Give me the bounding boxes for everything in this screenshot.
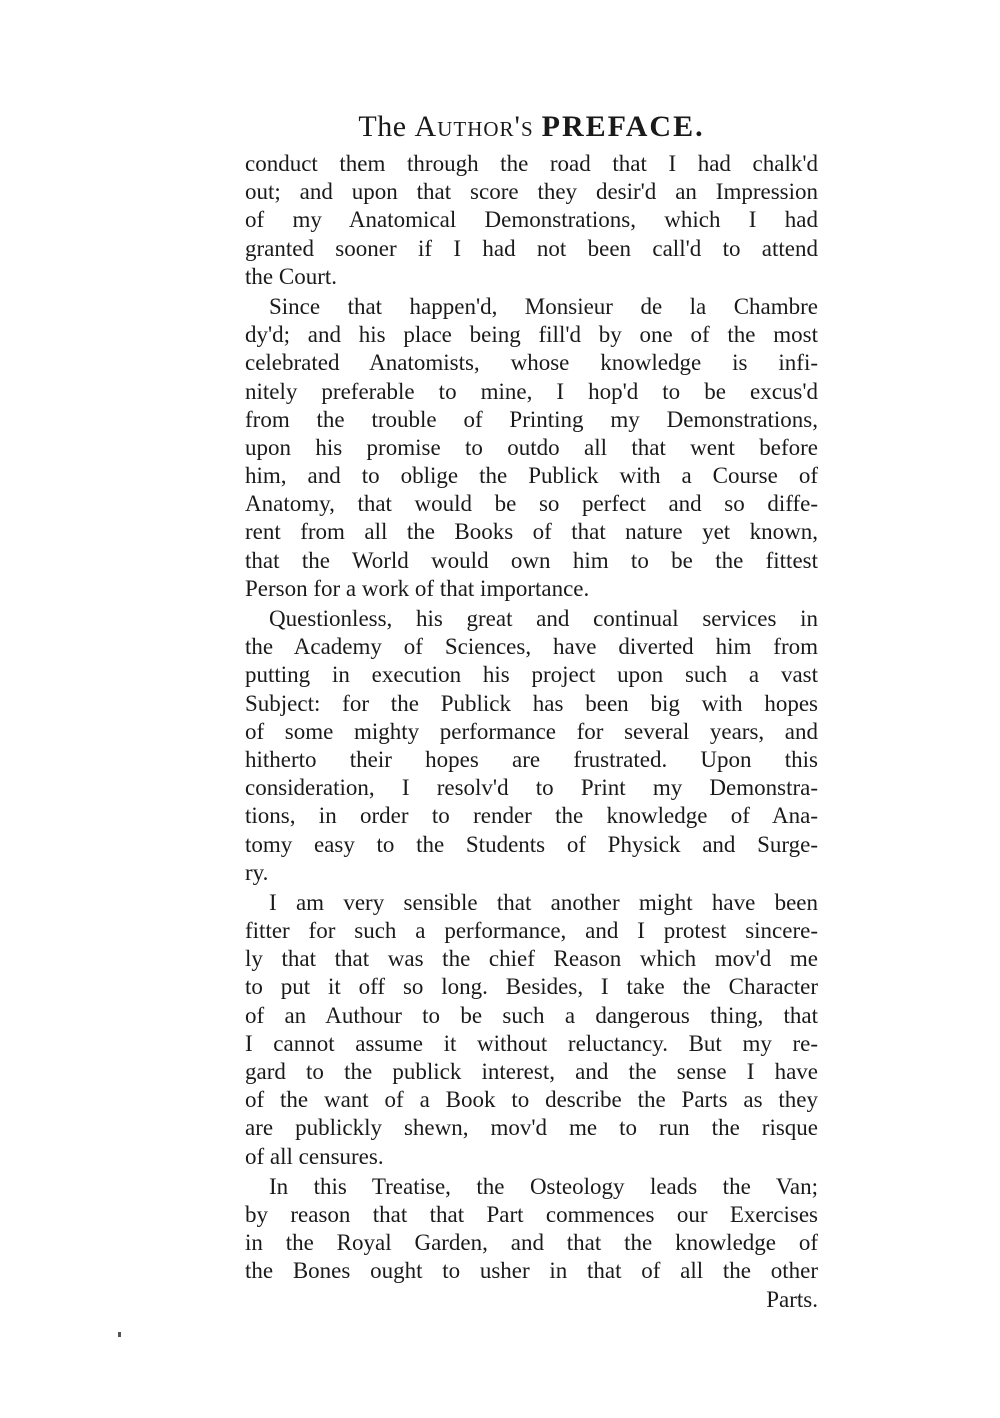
text-line: ly that that was the chief Reason which mov'd me xyxy=(245,946,818,972)
running-head xyxy=(245,108,818,146)
text-line: celebrated Anatomists, whose knowledge is infi- xyxy=(245,350,818,376)
paragraph-5 xyxy=(245,1173,818,1286)
text-line: dy'd; and his place being fill'd by one of the most xyxy=(245,322,818,348)
text-line: to put it off so long. Besides, I take the Character xyxy=(245,974,818,1000)
text-line: tomy easy to the Students of Physick and Surge- xyxy=(245,831,818,857)
catchword: Parts. xyxy=(766,1286,818,1312)
text-line: Since that happen'd, Monsieur de la Chambre xyxy=(269,293,818,319)
text-line: him, and to oblige the Publick with a Course of xyxy=(245,463,818,489)
text-line: of an Authour to be such a dangerous thing, that xyxy=(245,1002,818,1028)
text-line: Questionless, his great and continual services in xyxy=(269,606,818,631)
text-line: the Court. xyxy=(245,263,337,289)
text-line: that the World would own him to be the fittest xyxy=(245,547,818,573)
text-line: putting in execution his project upon such a vast xyxy=(245,662,818,688)
text-line: from the trouble of Printing my Demonstrations, xyxy=(245,406,818,432)
text-line: nitely preferable to mine, I hop'd to be excus'd xyxy=(245,378,818,404)
ink-speck xyxy=(118,1332,121,1337)
text-line: hitherto their hopes are frustrated. Upon this xyxy=(245,746,818,772)
text-line: ry. xyxy=(245,859,269,885)
text-line: are publickly shewn, mov'd me to run the risque xyxy=(245,1115,818,1141)
text-line: Person for a work of that importance. xyxy=(245,575,590,601)
running-head-prefix: The xyxy=(358,110,407,143)
text-line: of my Anatomical Demonstrations, which I had xyxy=(245,207,818,233)
paragraph-2 xyxy=(245,293,818,603)
text-line: conduct them through the road that I had chalk'd xyxy=(245,151,818,176)
running-head-author: Author's xyxy=(414,110,534,143)
text-line: the Bones ought to usher in that of all the other xyxy=(245,1258,818,1284)
text-line: granted sooner if I had not been call'd to attend xyxy=(245,235,818,261)
text-line: gard to the publick interest, and the sense I have xyxy=(245,1059,818,1084)
text-line: upon his promise to outdo all that went before xyxy=(245,434,818,460)
text-line: I cannot assume it without reluctancy. But my re- xyxy=(245,1030,818,1056)
paragraph-3 xyxy=(245,605,818,887)
text-line: of some mighty performance for several years, and xyxy=(245,718,818,744)
text-line: out; and upon that score they desir'd an Impression xyxy=(245,179,818,205)
text-line: in the Royal Garden, and that the knowledge of xyxy=(245,1230,818,1256)
page xyxy=(245,108,818,1314)
text-line: of the want of a Book to describe the Parts as they xyxy=(245,1087,818,1113)
text-line: the Academy of Sciences, have diverted him from xyxy=(245,634,818,660)
text-line: consideration, I resolv'd to Print my Demonstra- xyxy=(245,775,818,801)
text-line: by reason that that Part commences our Exercises xyxy=(245,1201,818,1227)
text-line: rent from all the Books of that nature yet known, xyxy=(245,519,818,545)
text-line: tions, in order to render the knowledge of Ana- xyxy=(245,803,818,829)
text-line: fitter for such a performance, and I protest sincere- xyxy=(245,918,818,944)
paragraph-1 xyxy=(245,150,818,291)
running-head-preface: PREFACE. xyxy=(541,110,705,143)
text-line: Anatomy, that would be so perfect and so diffe- xyxy=(245,491,818,517)
text-line: Subject: for the Publick has been big with hopes xyxy=(245,690,818,716)
text-line: I am very sensible that another might have been xyxy=(269,889,818,915)
text-line: of all censures. xyxy=(245,1143,384,1169)
paragraph-4 xyxy=(245,889,818,1171)
text-line: In this Treatise, the Osteology leads the Van; xyxy=(269,1173,818,1199)
